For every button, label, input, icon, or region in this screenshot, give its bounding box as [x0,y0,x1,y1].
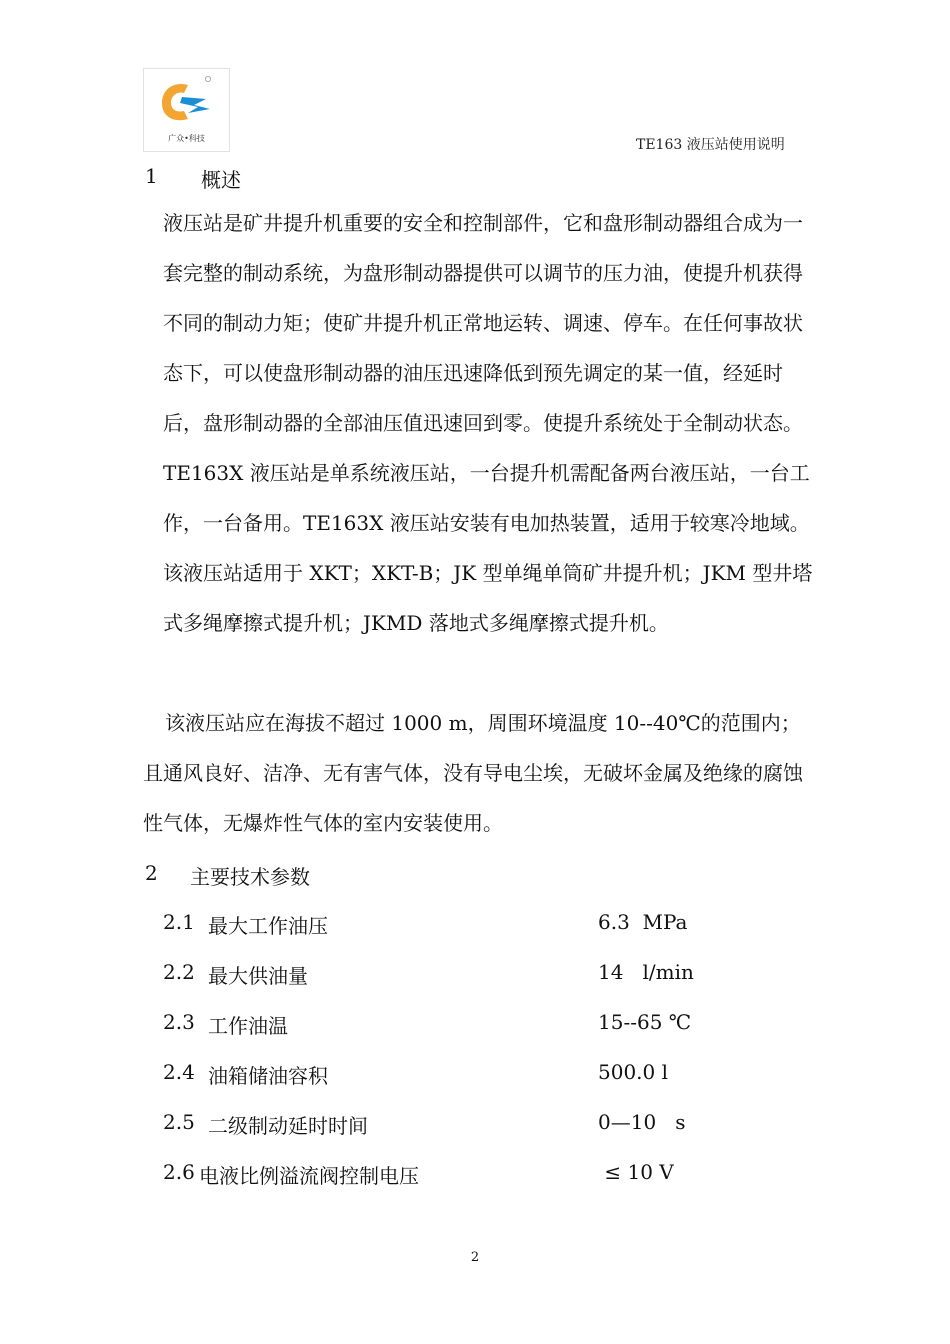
spec-name: 二级制动延时时间 [208,1114,368,1138]
section-2-title: 主要技术参数 [190,865,310,889]
spec-row [163,1060,813,1110]
spec-row [163,1010,813,1060]
section-2-number: 2 [145,861,158,885]
spec-name: 工作油温 [208,1014,288,1038]
spec-number: 2.3 [163,1010,195,1034]
spec-number: 2.4 [163,1060,195,1084]
spec-value: ≤ 10 V [598,1160,674,1184]
spec-name: 油箱储油容积 [208,1064,328,1088]
overview-paragraph-2: 该液压站应在海拔不超过 1000 m，周围环境温度 10--40℃的范围内；且通风良好、洁净、无有害气体，没有导电尘埃，无破坏金属及绝缘的腐蚀性气体，无爆炸性气体的室内安装使用。 [143,711,803,835]
section-1-title: 概述 [201,168,241,192]
spec-number: 2.2 [163,960,195,984]
spec-value: 15--65 ℃ [598,1010,692,1034]
logo-text: 广众•科技 [168,134,205,143]
spec-row [163,960,813,1010]
page-number: 2 [470,1250,480,1265]
logo-mark-icon [144,69,229,133]
spec-row [163,1110,813,1160]
section-1-number: 1 [145,164,158,188]
spec-value: 500.0 l [598,1060,669,1084]
spec-name: 最大供油量 [208,964,308,988]
spec-name: 电液比例溢流阀控制电压 [199,1164,419,1188]
spec-row [163,1160,813,1210]
spec-value: 6.3 MPa [598,910,688,934]
spec-name: 最大工作油压 [208,914,328,938]
spec-value: 14 l/min [598,960,694,984]
spec-value: 0—10 s [598,1110,686,1134]
spec-number: 2.1 [163,910,195,934]
spec-number: 2.6 [163,1160,195,1184]
document-header-title: TE163 液压站使用说明 [636,137,785,153]
company-logo [143,68,230,152]
spec-row [163,910,813,960]
overview-paragraph-1: 液压站是矿井提升机重要的安全和控制部件，它和盘形制动器组合成为一套完整的制动系统，为盘形制动器提供可以调节的压力油，使提升机获得不同的制动力矩；使矿井提升机正常地运转、调速、停车。在任何事故状态下，可以使盘形制动器的油压迅速降低到预先调定的某一值，经延时后，盘形制动器的全部油压值迅速回到零。使提升系统处于全制动状态。TE163X 液压站是单系统液压站，一台提升机需配备两台液压站，一台工作，一台备用。TE163X 液压站安装有电加热装置，适用于较寒冷地域。该液压站适用于 XKT；XKT-B；JK 型单绳单筒矿井提升机；JKM 型井塔式多绳摩擦式提升机；JKMD 落地式多绳摩擦式提升机。 [163,211,813,635]
spec-number: 2.5 [163,1110,195,1134]
